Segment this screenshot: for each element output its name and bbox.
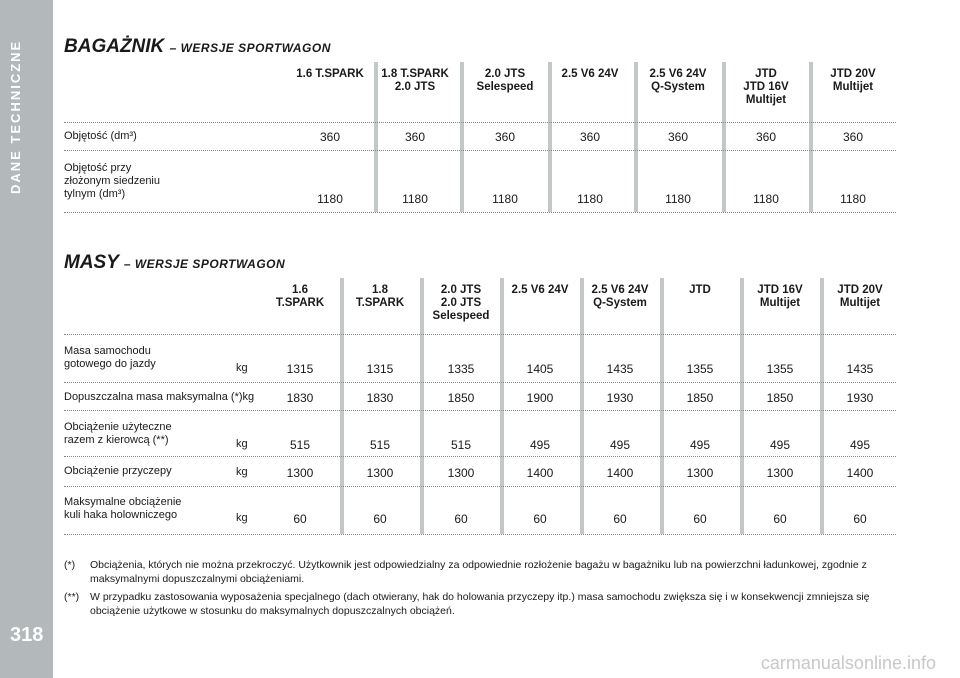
trunk-title-main: BAGAŻNIK <box>64 36 165 57</box>
footnote-text: W przypadku zastosowania wyposażenia specjalnego (dach otwierany, hak do holowania przyczepy itp.) masa samochodu zwiększa się i w konsekwencji zmniejsza się obciążenie użytkowe w stosunku do maksymalnych dopuszczalnych obciążeń. <box>90 591 870 617</box>
table-cell: 1315 <box>286 362 314 376</box>
table-cell: 1435 <box>606 362 634 376</box>
table-cell: 1830 <box>366 391 394 405</box>
table-cell: 360 <box>842 130 864 144</box>
table-cell: 360 <box>755 130 777 144</box>
table-cell: 1300 <box>766 466 794 480</box>
unit-label: kg <box>236 512 248 524</box>
column-separator <box>580 278 584 534</box>
table-cell: 1930 <box>846 391 874 405</box>
row-divider <box>64 534 896 535</box>
masses-title <box>64 252 285 274</box>
column-header: 2.5 V6 24V Q-System <box>591 284 649 309</box>
table-cell: 360 <box>404 130 426 144</box>
table-cell: 1435 <box>846 362 874 376</box>
table-cell: 1850 <box>766 391 794 405</box>
table-cell: 1300 <box>286 466 314 480</box>
column-header: 1.8 T.SPARK <box>355 284 405 309</box>
table-cell: 60 <box>853 512 867 526</box>
table-cell: 1930 <box>606 391 634 405</box>
column-separator <box>820 278 824 534</box>
table-cell: 360 <box>667 130 689 144</box>
table-cell: 1300 <box>447 466 475 480</box>
sidebar <box>0 0 53 678</box>
table-cell: 1400 <box>846 466 874 480</box>
table-cell: 1315 <box>366 362 394 376</box>
table-cell: 1900 <box>526 391 554 405</box>
table-cell: 1300 <box>686 466 714 480</box>
table-cell: 360 <box>579 130 601 144</box>
row-divider <box>64 334 896 335</box>
row-label: Objętość przy złożonym siedzeniu tylnym (dm³) <box>64 162 160 200</box>
table-cell: 60 <box>773 512 787 526</box>
table-cell: 515 <box>369 438 391 452</box>
column-separator <box>740 278 744 534</box>
table-cell: 60 <box>293 512 307 526</box>
table-cell: 1180 <box>317 192 343 206</box>
table-cell: 1830 <box>286 391 314 405</box>
table-cell: 360 <box>319 130 341 144</box>
row-label: Obciążenie przyczepy <box>64 465 172 477</box>
row-divider <box>64 382 896 383</box>
unit-label: kg <box>236 362 248 374</box>
table-cell: 515 <box>289 438 311 452</box>
row-label: Dopuszczalna masa maksymalna (*)kg <box>64 391 255 403</box>
unit-label: kg <box>236 466 248 478</box>
column-header: 2.5 V6 24V <box>561 68 619 80</box>
sidebar-title: DANE TECHNICZNE <box>8 40 23 195</box>
table-cell: 60 <box>693 512 707 526</box>
footnote-text: Obciążenia, których nie można przekroczyć. Użytkownik jest odpowiedzialny za odpowiednie rozłożenie bagażu w bagażniku lub na powierzchni ładunkowej, zgodnie z maksymalnymi dopuszczalnymi obciążeniami. <box>90 559 867 585</box>
table-cell: 495 <box>529 438 551 452</box>
table-cell: 515 <box>450 438 472 452</box>
table-cell: 60 <box>454 512 468 526</box>
table-cell: 1300 <box>366 466 394 480</box>
footnote-mark: (**) <box>64 591 80 603</box>
table-cell: 1355 <box>686 362 714 376</box>
masses-title-main: MASY <box>64 252 119 273</box>
table-cell: 1850 <box>447 391 475 405</box>
table-cell: 1400 <box>526 466 554 480</box>
column-header: 2.5 V6 24V <box>511 284 569 296</box>
table-cell: 1180 <box>492 192 518 206</box>
row-divider <box>64 410 896 411</box>
table-cell: 1335 <box>447 362 475 376</box>
table-cell: 1180 <box>840 192 866 206</box>
page-number: 318 <box>10 624 44 646</box>
row-label: Objętość (dm³) <box>64 130 137 142</box>
column-header: JTD 16V Multijet <box>757 284 803 309</box>
row-divider <box>64 212 896 213</box>
column-header: 1.6 T.SPARK <box>296 68 364 80</box>
row-divider <box>64 486 896 487</box>
trunk-title <box>64 36 331 58</box>
column-header: 1.6 T.SPARK <box>275 284 325 309</box>
row-divider <box>64 122 896 123</box>
column-header: 1.8 T.SPARK 2.0 JTS <box>381 68 449 93</box>
table-cell: 1180 <box>665 192 691 206</box>
table-cell: 495 <box>849 438 871 452</box>
table-cell: 1180 <box>753 192 779 206</box>
watermark: carmanualsonline.info <box>760 653 936 673</box>
column-header: 2.0 JTS Selespeed <box>476 68 534 93</box>
footnote-1 <box>64 558 900 588</box>
row-label: Obciążenie użyteczne razem z kierowcą (**) <box>64 421 172 446</box>
column-header: JTD 20V Multijet <box>837 284 883 309</box>
column-separator <box>660 278 664 534</box>
column-header: JTD 20V Multijet <box>830 68 876 93</box>
table-cell: 60 <box>533 512 547 526</box>
row-divider <box>64 150 896 151</box>
table-cell: 60 <box>373 512 387 526</box>
table-cell: 495 <box>769 438 791 452</box>
table-cell: 360 <box>494 130 516 144</box>
table-cell: 495 <box>609 438 631 452</box>
row-divider <box>64 456 896 457</box>
trunk-title-sub: – WERSJE SPORTWAGON <box>169 41 331 55</box>
column-separator <box>340 278 344 534</box>
table-cell: 1180 <box>402 192 428 206</box>
table-cell: 1355 <box>766 362 794 376</box>
table-cell: 1405 <box>526 362 554 376</box>
table-cell: 1850 <box>686 391 714 405</box>
masses-title-sub: – WERSJE SPORTWAGON <box>123 257 286 271</box>
row-label: Masa samochodu gotowego do jazdy <box>64 345 156 370</box>
column-header: 2.5 V6 24V Q-System <box>649 68 707 93</box>
footnote-mark: (*) <box>64 559 76 571</box>
table-cell: 495 <box>689 438 711 452</box>
column-header: JTD <box>689 284 711 296</box>
row-label: Maksymalne obciążenie kuli haka holowniczego <box>64 496 182 521</box>
table-cell: 1180 <box>577 192 603 206</box>
column-header: JTD JTD 16V Multijet <box>743 68 789 106</box>
column-header: 2.0 JTS 2.0 JTS Selespeed <box>432 284 490 322</box>
table-cell: 60 <box>613 512 627 526</box>
table-cell: 1400 <box>606 466 634 480</box>
unit-label: kg <box>236 438 248 450</box>
footnote-2 <box>64 590 900 620</box>
